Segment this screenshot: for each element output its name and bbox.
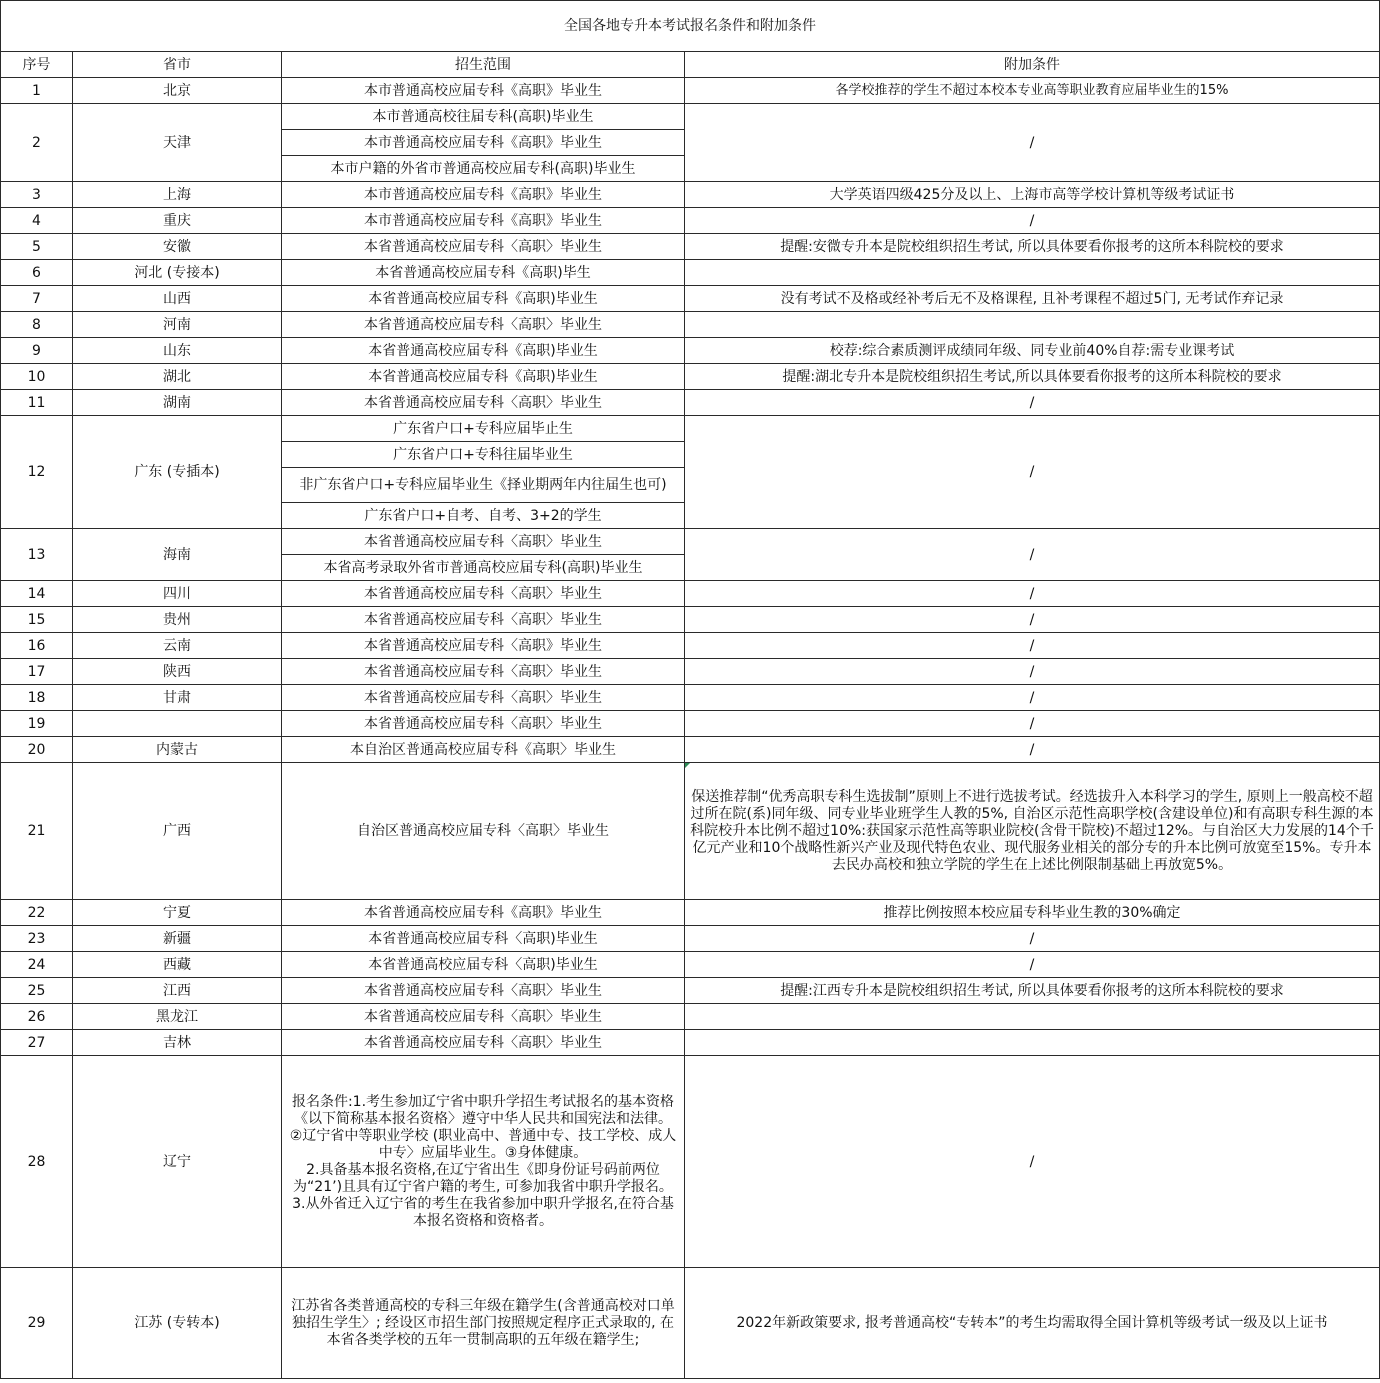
table-title: 全国各地专升本考试报名条件和附加条件: [1, 1, 1380, 52]
table-row: [1, 182, 1380, 208]
table-row: [1, 978, 1380, 1004]
table-row: [1, 952, 1380, 978]
row-scope: 自治区普通高校应届专科〈高职〉毕业生: [282, 763, 685, 900]
row-no: 25: [1, 978, 73, 1004]
row-scope: 本省普通高校应届专科〈高职〉毕业生: [282, 1030, 685, 1056]
row-province: 河南: [73, 312, 282, 338]
row-extra: 2022年新政策要求, 报考普通高校“专转本”的考生均需取得全国计算机等级考试一级及以上证书: [685, 1268, 1380, 1379]
row-extra: /: [685, 737, 1380, 763]
row-no: 6: [1, 260, 73, 286]
row-province: 天津: [73, 104, 282, 182]
row-extra: /: [685, 711, 1380, 737]
row-province: 广东 (专插本): [73, 416, 282, 529]
row-province: 江苏 (专转本): [73, 1268, 282, 1379]
row-province: 重庆: [73, 208, 282, 234]
comment-marker-icon: [685, 763, 690, 768]
row-extra: /: [685, 104, 1380, 182]
row-scope: 广东省户口+专科应届毕止生: [282, 416, 685, 442]
table-row: [1, 1056, 1380, 1268]
table-row: [1, 104, 1380, 130]
row-province: 宁夏: [73, 900, 282, 926]
row-province: 安徽: [73, 234, 282, 260]
row-no: 19: [1, 711, 73, 737]
row-no: 13: [1, 529, 73, 581]
row-scope: 广东省户口+专科往届毕业生: [282, 442, 685, 468]
row-scope: 本市户籍的外省市普通高校应届专科(高职)毕业生: [282, 156, 685, 182]
table-row: [1, 1004, 1380, 1030]
row-scope: 报名条件:1.考生参加辽宁省中职升学招生考试报名的基本资格《以下简称基本报名资格〉遵守中华人民共和国宪法和法律。 ②辽宁省中等职业学校 (职业高中、普通中专、技工学校、成人中专〉应届毕业生。③身体健康。 2.具备基本报名资格,在辽宁省出生《即身份证号码前两位为“21’)且具有辽宁省户籍的考生, 可参加我省中职升学报名。 3.从外省迁入辽宁省的考生在我省参加中职升学报名,在符合基本报名资格和资格者。: [282, 1056, 685, 1268]
row-province: 辽宁: [73, 1056, 282, 1268]
row-extra: /: [685, 416, 1380, 529]
row-extra: /: [685, 607, 1380, 633]
row-scope: 本省普通高校应届专科《高职》毕业生: [282, 900, 685, 926]
row-no: 18: [1, 685, 73, 711]
row-no: 28: [1, 1056, 73, 1268]
row-province: 山西: [73, 286, 282, 312]
row-extra: 提醒:安微专升本是院校组织招生考试, 所以具体要看你报考的这所本科院校的要求: [685, 234, 1380, 260]
table-row: [1, 208, 1380, 234]
row-province: 上海: [73, 182, 282, 208]
row-extra: 推荐比例按照本校应届专科毕业生教的30%确定: [685, 900, 1380, 926]
row-scope: 本省普通高校应届专科《高职)毕生: [282, 260, 685, 286]
row-no: 20: [1, 737, 73, 763]
row-no: 22: [1, 900, 73, 926]
row-scope: 本省普通高校应届专科〈高职》毕业生: [282, 633, 685, 659]
row-scope: 本市普通高校应届专科《高职》毕业生: [282, 130, 685, 156]
row-scope: 本省普通高校应届专科〈高职〉毕业生: [282, 529, 685, 555]
row-no: 26: [1, 1004, 73, 1030]
header-scope: 招生范围: [282, 52, 685, 78]
row-scope: 非广东省户口+专科应届毕业生《择业期两年内往届生也可): [282, 468, 685, 503]
row-scope: 本省普通高校应届专科〈高职〉毕业生: [282, 685, 685, 711]
row-province: [73, 711, 282, 737]
header-extra: 附加条件: [685, 52, 1380, 78]
row-extra: /: [685, 926, 1380, 952]
row-scope: 江苏省各类普通高校的专科三年级在籍学生(含普通高校对口单独招生学生〉; 经设区市招生部门按照规定程序正式录取的, 在本省各类学校的五年一贯制高职的五年级在籍学生;: [282, 1268, 685, 1379]
row-scope: 本省普通高校应届专科〈高职〉毕业生: [282, 711, 685, 737]
row-extra: [685, 260, 1380, 286]
row-scope: 本市普通高校应届专科《高职》毕业生: [282, 78, 685, 104]
table-row: [1, 659, 1380, 685]
row-province: 黑龙江: [73, 1004, 282, 1030]
table-row: [1, 711, 1380, 737]
row-extra: /: [685, 529, 1380, 581]
row-extra: /: [685, 659, 1380, 685]
row-extra: 各学校推荐的学生不超过本校本专业高等职业教育应届毕业生的15%: [685, 78, 1380, 104]
table-row: [1, 312, 1380, 338]
row-scope: 本省普通高校应届专科《高职)毕业生: [282, 338, 685, 364]
table-row: [1, 633, 1380, 659]
row-no: 16: [1, 633, 73, 659]
header-province: 省市: [73, 52, 282, 78]
row-scope: 本省普通高校应届专科〈高职〉毕业生: [282, 581, 685, 607]
row-extra: 大学英语四级425分及以上、上海市高等学校计算机等级考试证书: [685, 182, 1380, 208]
row-province: 河北 (专接本): [73, 260, 282, 286]
table-row: [1, 338, 1380, 364]
row-extra: 没有考试不及格或经补考后无不及格课程, 且补考课程不超过5门, 无考试作弃记录: [685, 286, 1380, 312]
row-province: 陕西: [73, 659, 282, 685]
table-row: [1, 607, 1380, 633]
table-row: [1, 260, 1380, 286]
row-extra: [685, 1030, 1380, 1056]
row-province: 西藏: [73, 952, 282, 978]
row-extra: /: [685, 685, 1380, 711]
row-scope: 本省普通高校应届专科〈高职〉毕业生: [282, 659, 685, 685]
row-province: 贵州: [73, 607, 282, 633]
row-no: 14: [1, 581, 73, 607]
row-scope: 本省普通高校应届专科《高职)毕业生: [282, 286, 685, 312]
row-extra: 校荐:综合素质测评成绩同年级、同专业前40%自荐:需专业课考试: [685, 338, 1380, 364]
row-scope: 广东省户口+自考、自考、3+2的学生: [282, 503, 685, 529]
row-province: 北京: [73, 78, 282, 104]
row-province: 新疆: [73, 926, 282, 952]
row-scope: 本市普通高校应届专科《高职》毕业生: [282, 208, 685, 234]
table-row: [1, 234, 1380, 260]
row-province: 甘肃: [73, 685, 282, 711]
row-extra: /: [685, 581, 1380, 607]
row-province: 内蒙古: [73, 737, 282, 763]
row-scope: 本省高考录取外省市普通高校应届专科(高职)毕业生: [282, 555, 685, 581]
row-province: 吉林: [73, 1030, 282, 1056]
row-scope: 本省普通高校应届专科〈高职〉毕业生: [282, 234, 685, 260]
table-row: [1, 926, 1380, 952]
row-scope: 本省普通高校应届专科〈高职)毕业生: [282, 952, 685, 978]
row-extra: /: [685, 952, 1380, 978]
row-scope: 本市普通高校应届专科《高职》毕业生: [282, 182, 685, 208]
row-scope: 本省普通高校应届专科〈高职)毕业生: [282, 926, 685, 952]
table-row: [1, 286, 1380, 312]
table-row: [1, 900, 1380, 926]
row-no: 12: [1, 416, 73, 529]
row-no: 29: [1, 1268, 73, 1379]
row-no: 5: [1, 234, 73, 260]
row-scope: 本自治区普通高校应届专科《高职〉毕业生: [282, 737, 685, 763]
row-extra: 提醒:湖北专升本是院校组织招生考试,所以具体要看你报考的这所本科院校的要求: [685, 364, 1380, 390]
row-no: 24: [1, 952, 73, 978]
row-no: 27: [1, 1030, 73, 1056]
row-no: 4: [1, 208, 73, 234]
row-extra: /: [685, 633, 1380, 659]
row-scope: 本市普通高校往届专科(高职)毕业生: [282, 104, 685, 130]
table-row: [1, 416, 1380, 442]
table-row: [1, 529, 1380, 555]
row-province: 江西: [73, 978, 282, 1004]
row-scope: 本省普通高校应届专科〈高职〉毕业生: [282, 1004, 685, 1030]
row-no: 1: [1, 78, 73, 104]
row-no: 17: [1, 659, 73, 685]
row-province: 山东: [73, 338, 282, 364]
row-scope: 本省普通高校应届专科〈高职〉毕业生: [282, 390, 685, 416]
row-no: 23: [1, 926, 73, 952]
row-extra: [685, 1004, 1380, 1030]
row-extra: /: [685, 208, 1380, 234]
row-no: 7: [1, 286, 73, 312]
table-row: [1, 763, 1380, 900]
row-no: 9: [1, 338, 73, 364]
row-no: 15: [1, 607, 73, 633]
table-row: [1, 1268, 1380, 1379]
row-no: 3: [1, 182, 73, 208]
row-extra: /: [685, 1056, 1380, 1268]
header-no: 序号: [1, 52, 73, 78]
table-row: [1, 1030, 1380, 1056]
row-no: 21: [1, 763, 73, 900]
table-row: [1, 390, 1380, 416]
table-row: [1, 581, 1380, 607]
row-province: 湖南: [73, 390, 282, 416]
table-row: [1, 737, 1380, 763]
row-scope: 本省普通高校应届专科〈高职〉毕业生: [282, 312, 685, 338]
row-extra: /: [685, 390, 1380, 416]
row-province: 四川: [73, 581, 282, 607]
table-row: [1, 685, 1380, 711]
row-scope: 本省普通高校应届专科《高职)毕业生: [282, 364, 685, 390]
table-row: [1, 364, 1380, 390]
table-row: [1, 78, 1380, 104]
header-row: [1, 52, 1380, 78]
row-no: 11: [1, 390, 73, 416]
row-province: 湖北: [73, 364, 282, 390]
row-extra: [685, 312, 1380, 338]
row-province: 广西: [73, 763, 282, 900]
row-no: 2: [1, 104, 73, 182]
row-no: 10: [1, 364, 73, 390]
row-extra-text: 保送推荐制“优秀高职专科生选拔制”原则上不进行选拔考试。经选拔升入本科学习的学生, 原则上一般高校不超过所在院(系)同年级、同专业毕业班学生人教的5%, 自治区示范性高职学校(含建设单位)和有高职专科生源的本科院校升本比例不超过10%:获国家示范性高等职业院校(含骨干院校)不超过12%。与自治区大力发展的14个千亿元产业和10个战略性新兴产业及现代特色农业、现代服务业相关的部分专的升本比例可放宽至15%。专升本去民办高校和独立学院的学生在上述比例限制基础上再放宽5%。: [690, 788, 1374, 873]
row-scope: 本省普通高校应届专科〈高职〉毕业生: [282, 978, 685, 1004]
row-extra: [685, 763, 1380, 900]
row-scope: 本省普通高校应届专科〈高职〉毕业生: [282, 607, 685, 633]
row-no: 8: [1, 312, 73, 338]
row-extra: 提醒:江西专升本是院校组织招生考试, 所以具体要看你报考的这所本科院校的要求: [685, 978, 1380, 1004]
row-province: 海南: [73, 529, 282, 581]
row-province: 云南: [73, 633, 282, 659]
